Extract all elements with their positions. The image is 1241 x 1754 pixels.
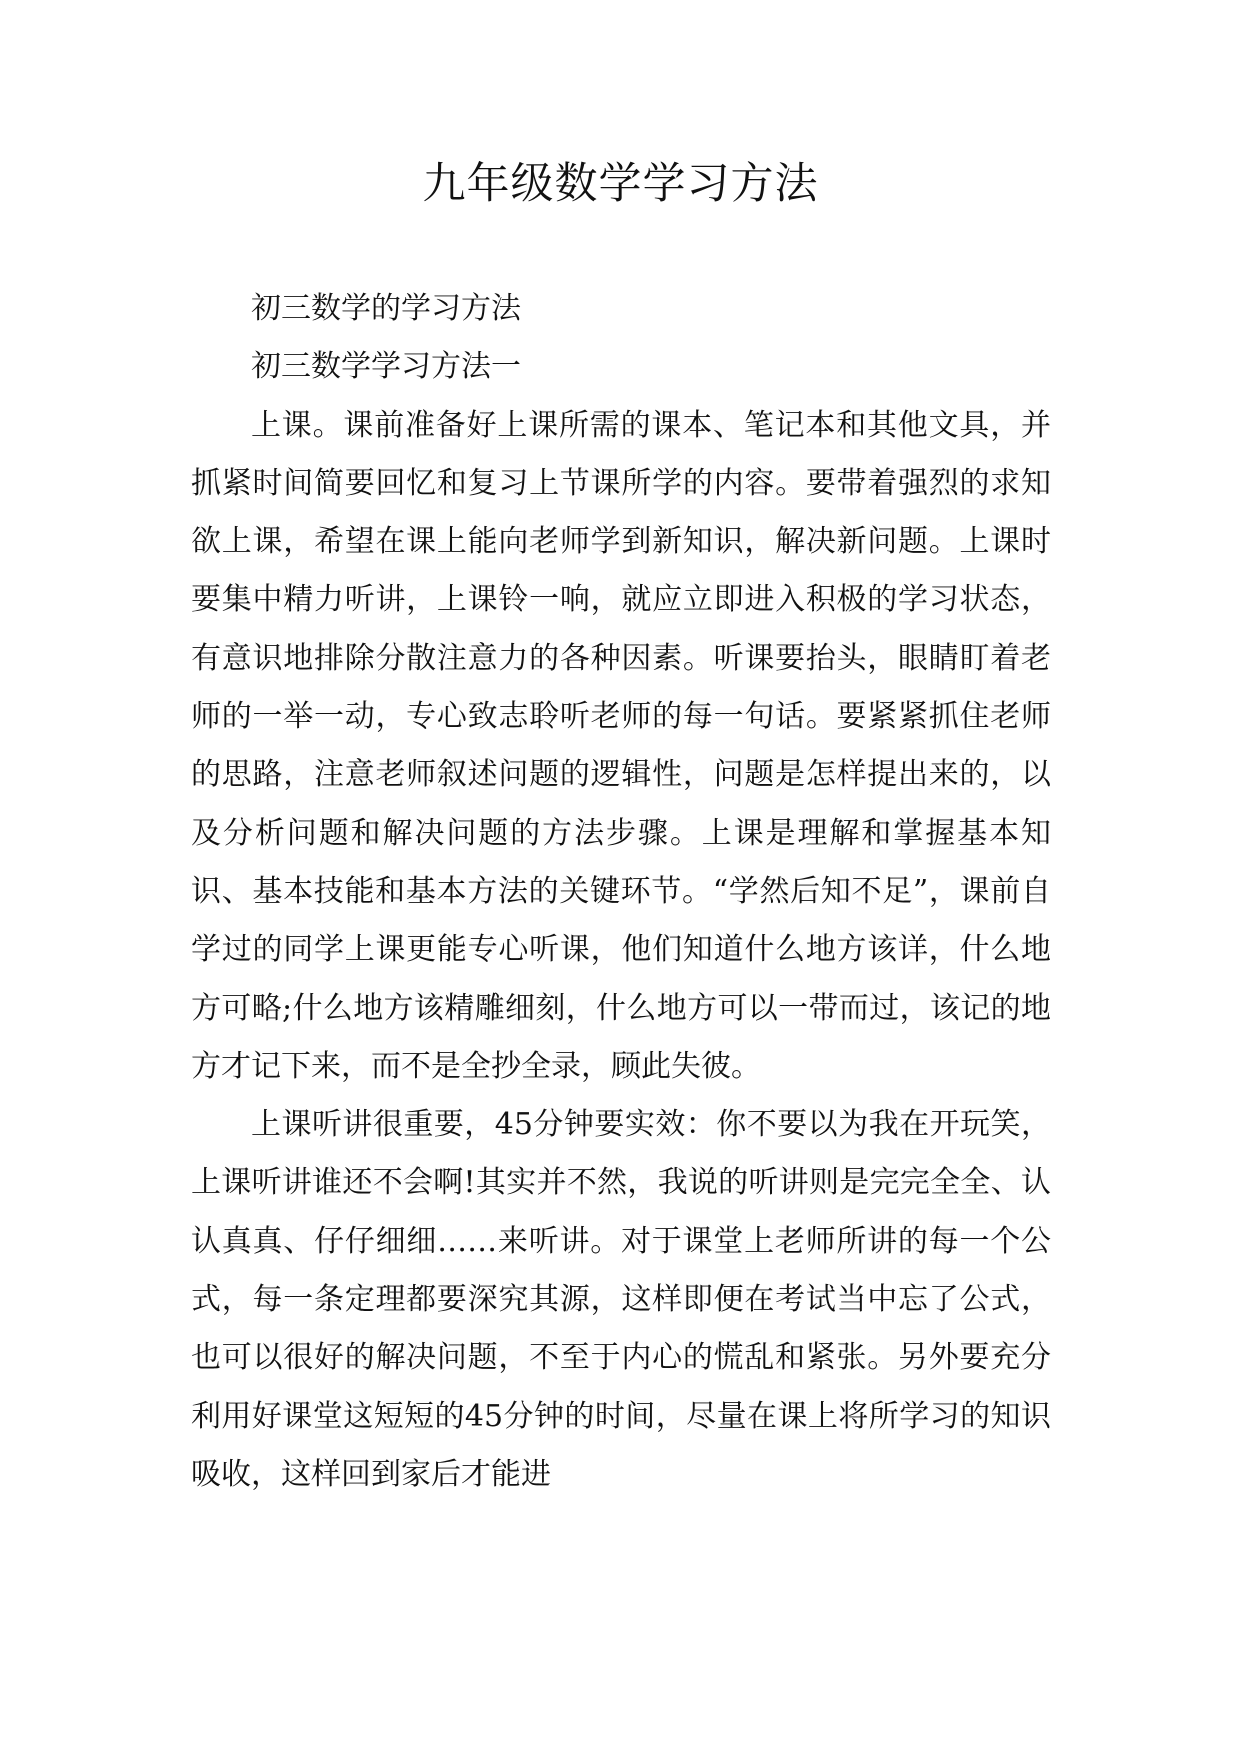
paragraph-heading-1: 初三数学的学习方法: [251, 291, 521, 326]
paragraph-listening: 上课听讲很重要，45分钟要实效：你不要以为我在开玩笑，上课听讲谁还不会啊!其实并不然，我说的听讲则是完完全全、认认真真、仔仔细细……来听讲。对于课堂上老师所讲的每一个公式，每一条定理都要深究其源，这样即便在考试当中忘了公式，也可以很好的解决问题，不至于内心的慌乱和紧张。另外要充分利用好课堂这短短的45分钟的时间，尽量在课上将所学习的知识吸收，这样回到家后才能进: [191, 1107, 1051, 1492]
document-title: 九年级数学学习方法: [422, 159, 819, 209]
document-body: [191, 280, 1051, 1504]
paragraph-heading-2: 初三数学学习方法一: [251, 349, 521, 385]
paragraph-class-preparation: 上课。课前准备好上课所需的课本、笔记本和其他文具，并抓紧时间简要回忆和复习上节课所学的内容。要带着强烈的求知欲上课，希望在课上能向老师学到新知识，解决新问题。上课时要集中精力听讲，上课铃一响，就应立即进入积极的学习状态，有意识地排除分散注意力的各种因素。听课要抬头，眼睛盯着老师的一举一动，专心致志聆听老师的每一句话。要紧紧抓住老师的思路，注意老师叙述问题的逻辑性，问题是怎样提出来的，以及分析问题和解决问题的方法步骤。上课是理解和掌握基本知识、基本技能和基本方法的关键环节。“学然后知不足”，课前自学过的同学上课更能专心听课，他们知道什么地方该详，什么地方可略;什么地方该精雕细刻，什么地方可以一带而过，该记的地方才记下来，而不是全抄全录，顾此失彼。: [191, 407, 1051, 1084]
